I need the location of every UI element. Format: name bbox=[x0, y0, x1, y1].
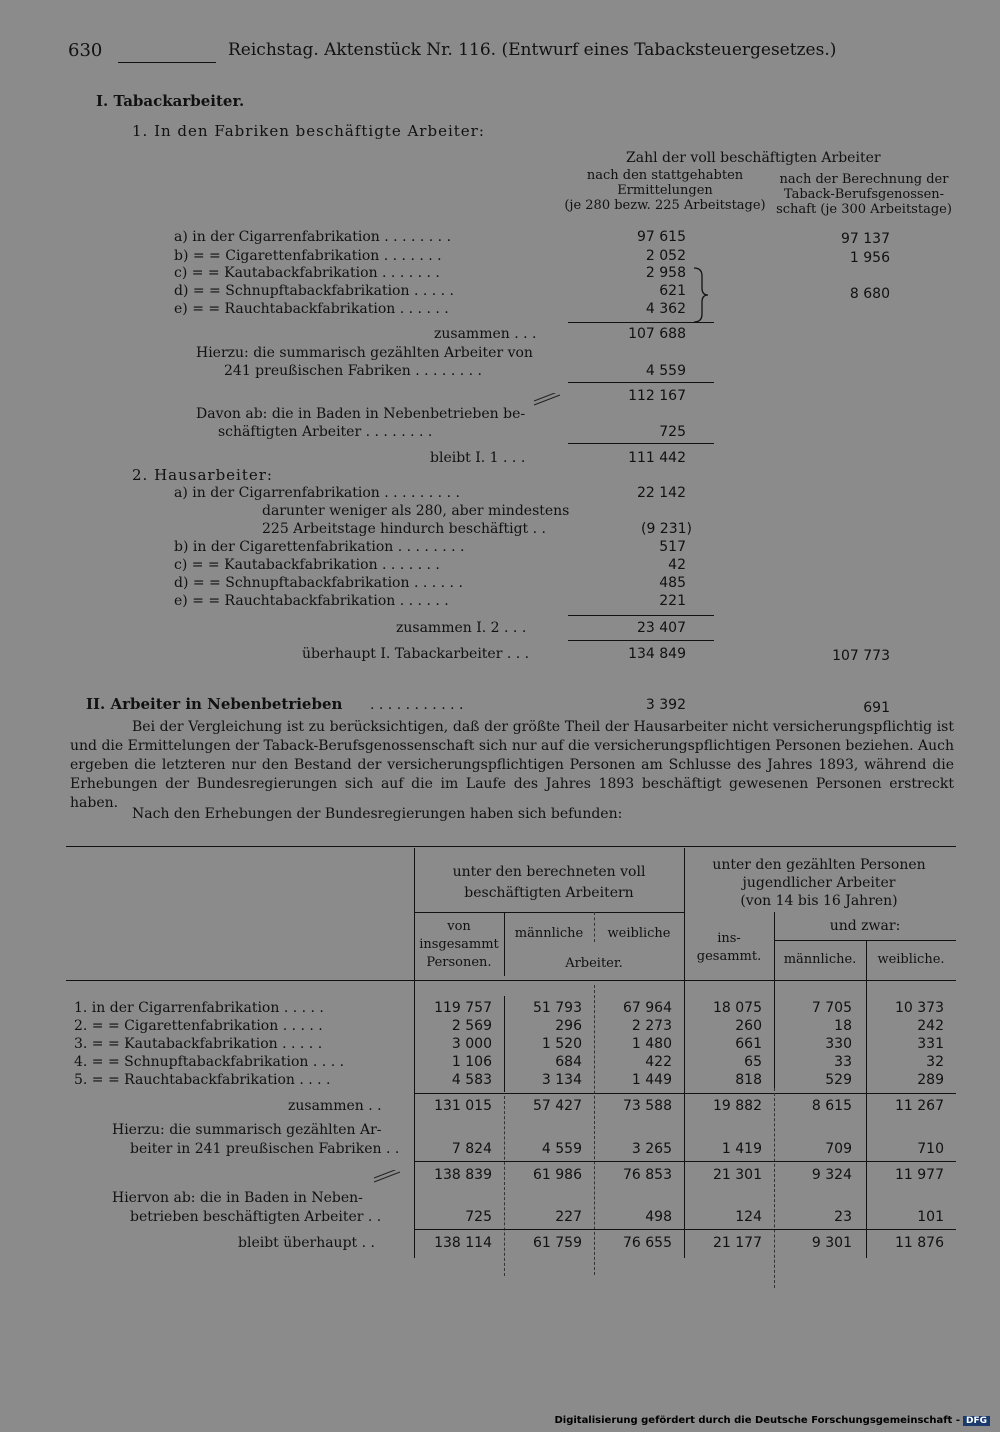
table-tally-mark-icon bbox=[372, 1170, 402, 1184]
home-row-label: b) in der Cigarettenfabrikation . . . . . . . . bbox=[174, 539, 465, 555]
rule-s1-3 bbox=[568, 443, 714, 444]
factory-row-value2: 97 137 bbox=[841, 231, 890, 247]
table-head-weiblich: weibliche bbox=[607, 926, 671, 941]
table-hiervon-cell: 498 bbox=[645, 1209, 672, 1225]
table-row-cell: 529 bbox=[825, 1072, 852, 1088]
home-row-value: 22 142 bbox=[637, 485, 686, 501]
home-row-value: 221 bbox=[659, 593, 686, 609]
table-zusammen-cell: 19 882 bbox=[713, 1098, 762, 1114]
home-row-value: 485 bbox=[659, 575, 686, 591]
table-bleibt-cell: 138 114 bbox=[434, 1235, 492, 1251]
table-row-cell: 3 000 bbox=[451, 1036, 492, 1052]
table-head-maennlich2: männliche. bbox=[783, 952, 857, 967]
table-hierzu-cell: 1 419 bbox=[721, 1141, 762, 1157]
col2-head: nach der Berechnung der Taback-Berufsgenossen- schaft (je 300 Arbeitstage) bbox=[776, 172, 952, 217]
home-row-label: darunter weniger als 280, aber mindestens bbox=[262, 503, 570, 519]
paragraph-comparison: Bei der Vergleichung ist zu berücksichtigen, daß der größte Theil der Hausarbeiter nicht versicherungspflichtig ist und die Ermittelungen der Taback-Berufsgenossenschaft sich nur auf die versicherungspflichtigen Personen beziehen. Auch ergeben die letzteren nur den Bestand der versicherungspflichtigen Personen am Schlusse des Jahres 1893, während die Erhebungen der Bundesregierungen sich auf die im Laufe des Jahres 1893 beschäftigt gewesenen Personen erstreckt haben. bbox=[70, 719, 954, 811]
hierzu-line1: Hierzu: die summarisch gezählten Arbeiter von bbox=[196, 345, 533, 361]
home-row-label: 225 Arbeitstage hindurch beschäftigt . . bbox=[262, 521, 546, 537]
rule-s1-2 bbox=[568, 382, 714, 383]
rule-s1-4 bbox=[568, 615, 714, 616]
table-zusammen-cell: 57 427 bbox=[533, 1098, 582, 1114]
table-bleibt-cell: 9 301 bbox=[811, 1235, 852, 1251]
ueberhaupt-value1: 134 849 bbox=[628, 646, 686, 662]
footer-credit: Digitalisierung gefördert durch die Deutsche Forschungsgemeinschaft - DFG bbox=[554, 1415, 990, 1426]
table-body-vline1 bbox=[504, 996, 505, 1092]
section2-heading: II. Arbeiter in Nebenbetrieben bbox=[86, 695, 343, 713]
table-row-cell: 1 480 bbox=[631, 1036, 672, 1052]
table-sum2-cell: 76 853 bbox=[623, 1167, 672, 1183]
table-hierzu-cell: 7 824 bbox=[451, 1141, 492, 1157]
factory-row-value2: 8 680 bbox=[849, 286, 890, 302]
table-hierzu-line1: Hierzu: die summarisch gezählten Ar- bbox=[112, 1122, 382, 1138]
home-row-value: (9 231) bbox=[640, 521, 692, 537]
col-head-main: Zahl der voll beschäftigten Arbeiter bbox=[626, 150, 881, 166]
table-sum2-cell: 9 324 bbox=[811, 1167, 852, 1183]
table-row-cell: 330 bbox=[825, 1036, 852, 1052]
table-row-cell: 296 bbox=[555, 1018, 582, 1034]
table-bleibt-cell: 61 759 bbox=[533, 1235, 582, 1251]
section2-dots: . . . . . . . . . . . bbox=[370, 697, 464, 713]
dfg-logo: DFG bbox=[963, 1416, 990, 1426]
factory-row-value2: 1 956 bbox=[849, 250, 890, 266]
table-zusammen-cell: 11 267 bbox=[895, 1098, 944, 1114]
table-head-arbeiter: Arbeiter. bbox=[565, 956, 623, 971]
factory-row-label: b) = = Cigarettenfabrikation . . . . . . . bbox=[174, 248, 442, 264]
davon-line1: Davon ab: die in Baden in Nebenbetrieben be- bbox=[196, 406, 526, 422]
zusammen2-value: 23 407 bbox=[637, 620, 686, 636]
table-sum2-cell: 21 301 bbox=[713, 1167, 762, 1183]
hierzu-line2: 241 preußischen Fabriken . . . . . . . . bbox=[224, 363, 482, 379]
table-row-label: 5. = = Rauchtabackfabrikation . . . . bbox=[74, 1072, 331, 1088]
table-row-cell: 661 bbox=[735, 1036, 762, 1052]
table-body-dash4 bbox=[774, 1088, 775, 1288]
table-row-cell: 32 bbox=[926, 1054, 944, 1070]
table-row-cell: 65 bbox=[744, 1054, 762, 1070]
sum2-value: 112 167 bbox=[628, 388, 686, 404]
table-rule-zus bbox=[414, 1093, 956, 1094]
section2-value2: 691 bbox=[863, 700, 890, 716]
table-hiervon-line2: betrieben beschäftigten Arbeiter . . bbox=[130, 1209, 382, 1225]
home-row-value: 42 bbox=[668, 557, 686, 573]
table-row-cell: 4 583 bbox=[451, 1072, 492, 1088]
rule-s1-5 bbox=[568, 640, 714, 641]
table-row-cell: 18 bbox=[834, 1018, 852, 1034]
table-hierzu-cell: 4 559 bbox=[541, 1141, 582, 1157]
table-sum2-cell: 61 986 bbox=[533, 1167, 582, 1183]
table-sum2-cell: 11 977 bbox=[895, 1167, 944, 1183]
table-bleibt-cell: 76 655 bbox=[623, 1235, 672, 1251]
table-top-rule bbox=[66, 846, 956, 847]
table-row-label: 4. = = Schnupftabackfabrikation . . . . bbox=[74, 1054, 345, 1070]
factory-row-value1: 2 958 bbox=[645, 265, 686, 281]
factory-row-value1: 621 bbox=[659, 283, 686, 299]
page-title: Reichstag. Aktenstück Nr. 116. (Entwurf eines Tabacksteuergesetzes.) bbox=[228, 40, 837, 60]
table-hiervon-cell: 227 bbox=[555, 1209, 582, 1225]
table-row-cell: 119 757 bbox=[434, 1000, 492, 1016]
table-row-cell: 242 bbox=[917, 1018, 944, 1034]
bleibt-value: 111 442 bbox=[628, 450, 686, 466]
section1-sub2: 2. Hausarbeiter: bbox=[132, 466, 273, 484]
table-bleibt-label: bleibt überhaupt . . bbox=[238, 1235, 375, 1251]
factory-row-label: d) = = Schnupftabackfabrikation . . . . . bbox=[174, 283, 455, 299]
header-rule-left bbox=[118, 62, 216, 63]
table-row-cell: 1 520 bbox=[541, 1036, 582, 1052]
home-row-label: a) in der Cigarrenfabrikation . . . . . . . . . bbox=[174, 485, 460, 501]
table-hierzu-cell: 3 265 bbox=[631, 1141, 672, 1157]
table-rule-hierzu bbox=[414, 1161, 956, 1162]
table-subhead-rule1 bbox=[414, 912, 684, 913]
table-head-rule bbox=[66, 980, 956, 981]
table-row-cell: 33 bbox=[834, 1054, 852, 1070]
table-subhead-rule2 bbox=[774, 940, 956, 941]
table-row-label: 1. in der Cigarrenfabrikation . . . . . bbox=[74, 1000, 324, 1016]
ueberhaupt-value2: 107 773 bbox=[832, 648, 890, 664]
table-row-cell: 1 106 bbox=[451, 1054, 492, 1070]
davon-line2: schäftigten Arbeiter . . . . . . . . bbox=[218, 424, 433, 440]
table-row-cell: 10 373 bbox=[895, 1000, 944, 1016]
table-body-dash2 bbox=[594, 985, 595, 1275]
factory-row-value1: 2 052 bbox=[645, 248, 686, 264]
table-hierzu-cell: 710 bbox=[917, 1141, 944, 1157]
table-row-cell: 684 bbox=[555, 1054, 582, 1070]
table-hierzu-cell: 709 bbox=[825, 1141, 852, 1157]
rule-s1-1 bbox=[568, 322, 714, 323]
factory-row-label: e) = = Rauchtabackfabrikation . . . . . . bbox=[174, 301, 449, 317]
table-zusammen-label: zusammen . . bbox=[288, 1098, 382, 1114]
section1-heading: I. Tabackarbeiter. bbox=[96, 92, 245, 110]
home-row-value: 517 bbox=[659, 539, 686, 555]
col1-head: nach den stattgehabten Ermittelungen (je 280 bezw. 225 Arbeitstage) bbox=[564, 168, 766, 213]
page-number: 630 bbox=[68, 40, 103, 61]
table-head-maennlich: männliche bbox=[514, 926, 584, 941]
table-zusammen-cell: 73 588 bbox=[623, 1098, 672, 1114]
table-row-cell: 67 964 bbox=[623, 1000, 672, 1016]
table-hierzu-line2: beiter in 241 preußischen Fabriken . . bbox=[130, 1141, 400, 1157]
table-hiervon-cell: 101 bbox=[917, 1209, 944, 1225]
table-sum2-cell: 138 839 bbox=[434, 1167, 492, 1183]
table-head-ins: von insgesammt Personen. bbox=[419, 919, 499, 970]
factory-row-label: a) in der Cigarrenfabrikation . . . . . . . . bbox=[174, 229, 452, 245]
table-hiervon-line1: Hiervon ab: die in Baden in Neben- bbox=[112, 1190, 363, 1206]
tally-mark-icon bbox=[532, 393, 562, 407]
table-bleibt-cell: 11 876 bbox=[895, 1235, 944, 1251]
section2-value1: 3 392 bbox=[645, 697, 686, 713]
table-row-cell: 3 134 bbox=[541, 1072, 582, 1088]
table-rule-hiervon bbox=[414, 1229, 956, 1230]
table-head-weiblich2: weibliche. bbox=[877, 952, 945, 967]
table-zusammen-cell: 8 615 bbox=[811, 1098, 852, 1114]
home-row-label: c) = = Kautabackfabrikation . . . . . . . bbox=[174, 557, 440, 573]
home-row-label: d) = = Schnupftabackfabrikation . . . . . . bbox=[174, 575, 463, 591]
factory-row-value1: 4 362 bbox=[645, 301, 686, 317]
table-row-cell: 18 075 bbox=[713, 1000, 762, 1016]
table-group1-head: unter den berechneten voll beschäftigten Arbeitern bbox=[452, 864, 646, 901]
hierzu-value: 4 559 bbox=[645, 363, 686, 379]
brace-icon bbox=[690, 266, 714, 324]
table-hiervon-cell: 725 bbox=[465, 1209, 492, 1225]
table-zusammen-cell: 131 015 bbox=[434, 1098, 492, 1114]
home-row-label: e) = = Rauchtabackfabrikation . . . . . . bbox=[174, 593, 449, 609]
table-bleibt-cell: 21 177 bbox=[713, 1235, 762, 1251]
section1-sub1: 1. In den Fabriken beschäftigte Arbeiter: bbox=[132, 122, 485, 140]
zusammen2-label: zusammen I. 2 . . . bbox=[396, 620, 527, 636]
table-row-label: 2. = = Cigarettenfabrikation . . . . . bbox=[74, 1018, 323, 1034]
zusammen-label: zusammen . . . bbox=[434, 326, 537, 342]
table-row-cell: 51 793 bbox=[533, 1000, 582, 1016]
table-row-cell: 2 569 bbox=[451, 1018, 492, 1034]
table-row-cell: 260 bbox=[735, 1018, 762, 1034]
table-row-label: 3. = = Kautabackfabrikation . . . . . bbox=[74, 1036, 323, 1052]
table-row-cell: 1 449 bbox=[631, 1072, 672, 1088]
zusammen-value: 107 688 bbox=[628, 326, 686, 342]
table-row-cell: 818 bbox=[735, 1072, 762, 1088]
davon-value: 725 bbox=[659, 424, 686, 440]
table-row-cell: 422 bbox=[645, 1054, 672, 1070]
table-head-undzwar: und zwar: bbox=[829, 918, 901, 934]
table-row-cell: 2 273 bbox=[631, 1018, 672, 1034]
ueberhaupt-label: überhaupt I. Tabackarbeiter . . . bbox=[302, 646, 530, 662]
table-hiervon-cell: 23 bbox=[834, 1209, 852, 1225]
paragraph-intro: Nach den Erhebungen der Bundesregierungen haben sich befunden: bbox=[132, 806, 623, 822]
table-head-ins2: ins- gesammt. bbox=[696, 931, 762, 964]
factory-row-label: c) = = Kautabackfabrikation . . . . . . . bbox=[174, 265, 440, 281]
factory-row-value1: 97 615 bbox=[637, 229, 686, 245]
table-row-cell: 331 bbox=[917, 1036, 944, 1052]
table-row-cell: 289 bbox=[917, 1072, 944, 1088]
bleibt-label: bleibt I. 1 . . . bbox=[430, 450, 526, 466]
table-hiervon-cell: 124 bbox=[735, 1209, 762, 1225]
table-group2-head: unter den gezählten Personen jugendlicher Arbeiter (von 14 bis 16 Jahren) bbox=[712, 857, 926, 909]
table-row-cell: 7 705 bbox=[811, 1000, 852, 1016]
